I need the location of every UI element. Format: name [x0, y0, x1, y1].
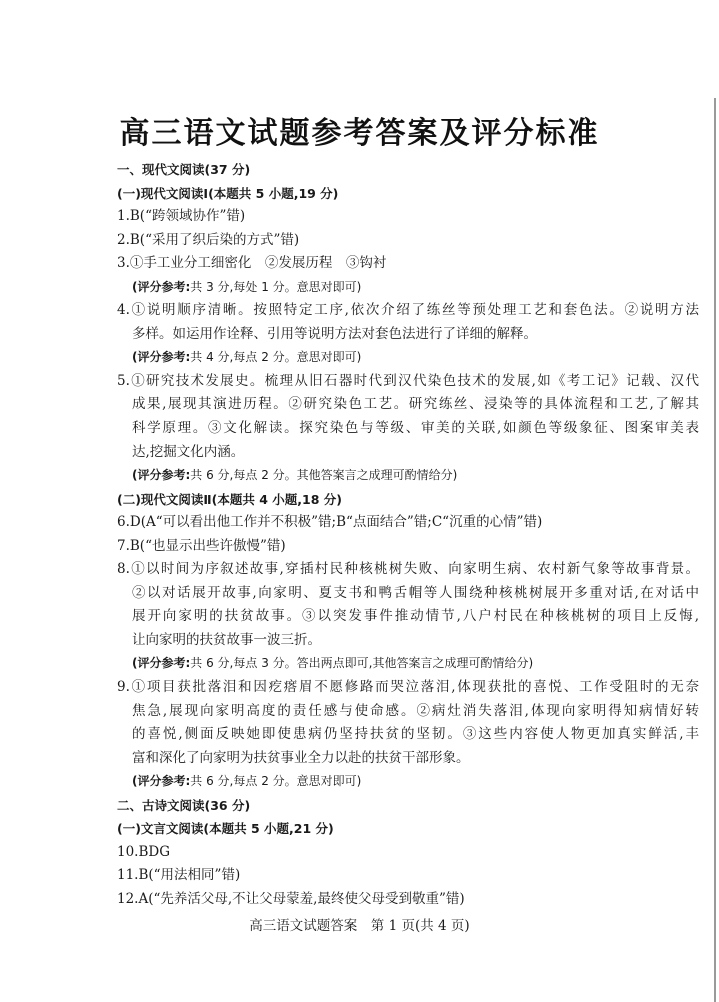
answer-line: 5.①研究技术发展史。梳理从旧石器时代到汉代染色技术的发展,如《考工记》记载、汉代 — [117, 372, 699, 389]
answer-content — [117, 158, 699, 912]
scoring-note — [117, 464, 699, 488]
section-heading: 二、古诗文阅读(36 分) — [117, 797, 251, 813]
section-heading: 一、现代文阅读(37 分) — [117, 162, 251, 177]
scoring-note-label: (评分参考: — [132, 350, 191, 365]
answer-line: ②以对话展开故事,向家明、夏支书和鸭舌帽等人围绕种核桃树展开多重对话,在对话中 — [132, 584, 699, 601]
answer-line: 8.①以时间为序叙述故事,穿插村民种核桃树失败、向家明生病、农村新气象等故事背景。 — [117, 561, 699, 578]
scoring-note-text: 共 6 分,每点 2 分。意思对即可) — [190, 774, 362, 789]
answer-line: 达,挖掘文化内涵。 — [132, 443, 245, 460]
section-heading: (一)现代文阅读Ⅰ(本题共 5 小题,19 分) — [117, 185, 339, 201]
answer-line: 11.B(“用法相同”错) — [117, 867, 241, 884]
scoring-note — [117, 346, 699, 370]
answer-line: 3.①手工业分工细密化 ②发展历程 ③钩衬 — [117, 255, 387, 272]
answer-line: 展开向家明的扶贫故事。③以突发事件推动情节,八户村民在种核桃树的项目上反悔, — [132, 608, 699, 625]
scoring-note — [117, 770, 699, 794]
page-footer: 高三语文试题答案 第 1 页(共 4 页) — [249, 918, 470, 934]
answer-line: 4.①说明顺序清晰。按照特定工序,依次介绍了练丝等预处理工艺和套色法。②说明方法 — [117, 302, 699, 319]
answer-line: 多样。如运用作诠释、引用等说明方法对套色法进行了详细的解释。 — [132, 325, 537, 342]
page-edge-line — [714, 98, 716, 1002]
scoring-note-text: 共 4 分,每点 2 分。意思对即可) — [190, 350, 362, 365]
answer-line: 富和深化了向家明为扶贫事业全力以赴的扶贫干部形象。 — [132, 749, 470, 766]
scoring-note — [117, 276, 699, 300]
scoring-note-label: (评分参考: — [132, 656, 191, 671]
answer-line: 7.B(“也显示出些许傲慢”错) — [117, 537, 286, 554]
answer-line: 12.A(“先养活父母,不让父母蒙羞,最终使父母受到敬重”错) — [117, 890, 465, 907]
section-heading: (二)现代文阅读Ⅱ(本题共 4 小题,18 分) — [117, 491, 342, 507]
answer-line: 科学原理。③文化解读。探究染色与等级、审美的关联,如颜色等级象征、图案审美表 — [132, 420, 699, 437]
section-heading: (一)文言文阅读(本题共 5 小题,21 分) — [117, 821, 334, 837]
answer-line: 成果,展现其演进历程。②研究染色工艺。研究练丝、浸染等的具体流程和工艺,了解其 — [132, 396, 699, 413]
scoring-note-text: 共 6 分,每点 3 分。答出两点即可,其他答案言之成理可酌情给分) — [190, 656, 534, 671]
scoring-note-label: (评分参考: — [132, 774, 191, 789]
answer-line: 焦急,展现向家明高度的责任感与使命感。②病灶消失落泪,体现向家明得知病情好转 — [132, 702, 699, 719]
answer-line: 让向家明的扶贫故事一波三折。 — [132, 631, 321, 648]
scoring-note-text: 共 6 分,每点 2 分。其他答案言之成理可酌情给分) — [190, 468, 458, 483]
scoring-note-label: (评分参考: — [132, 468, 191, 483]
answer-line: 10.BDG — [117, 843, 170, 860]
scoring-note-text: 共 3 分,每处 1 分。意思对即可) — [190, 279, 362, 294]
answer-line: 6.D(A“可以看出他工作并不积极”错;B“点面结合”错;C“沉重的心情”错) — [117, 514, 543, 531]
answer-line: 的喜悦,侧面反映她即使患病仍坚持扶贫的坚韧。③这些内容使人物更加真实鲜活,丰 — [132, 726, 699, 743]
scoring-note-label: (评分参考: — [132, 279, 191, 294]
page-title: 高三语文试题参考答案及评分标准 — [119, 116, 600, 151]
answer-line: 9.①项目获批落泪和因疙瘩眉不愿修路而哭泣落泪,体现获批的喜悦、工作受阻时的无奈 — [117, 679, 699, 696]
scoring-note — [117, 652, 699, 676]
answer-line: 2.B(“采用了织后染的方式”错) — [117, 231, 300, 248]
answer-line: 1.B(“跨领域协作”错) — [117, 208, 246, 225]
